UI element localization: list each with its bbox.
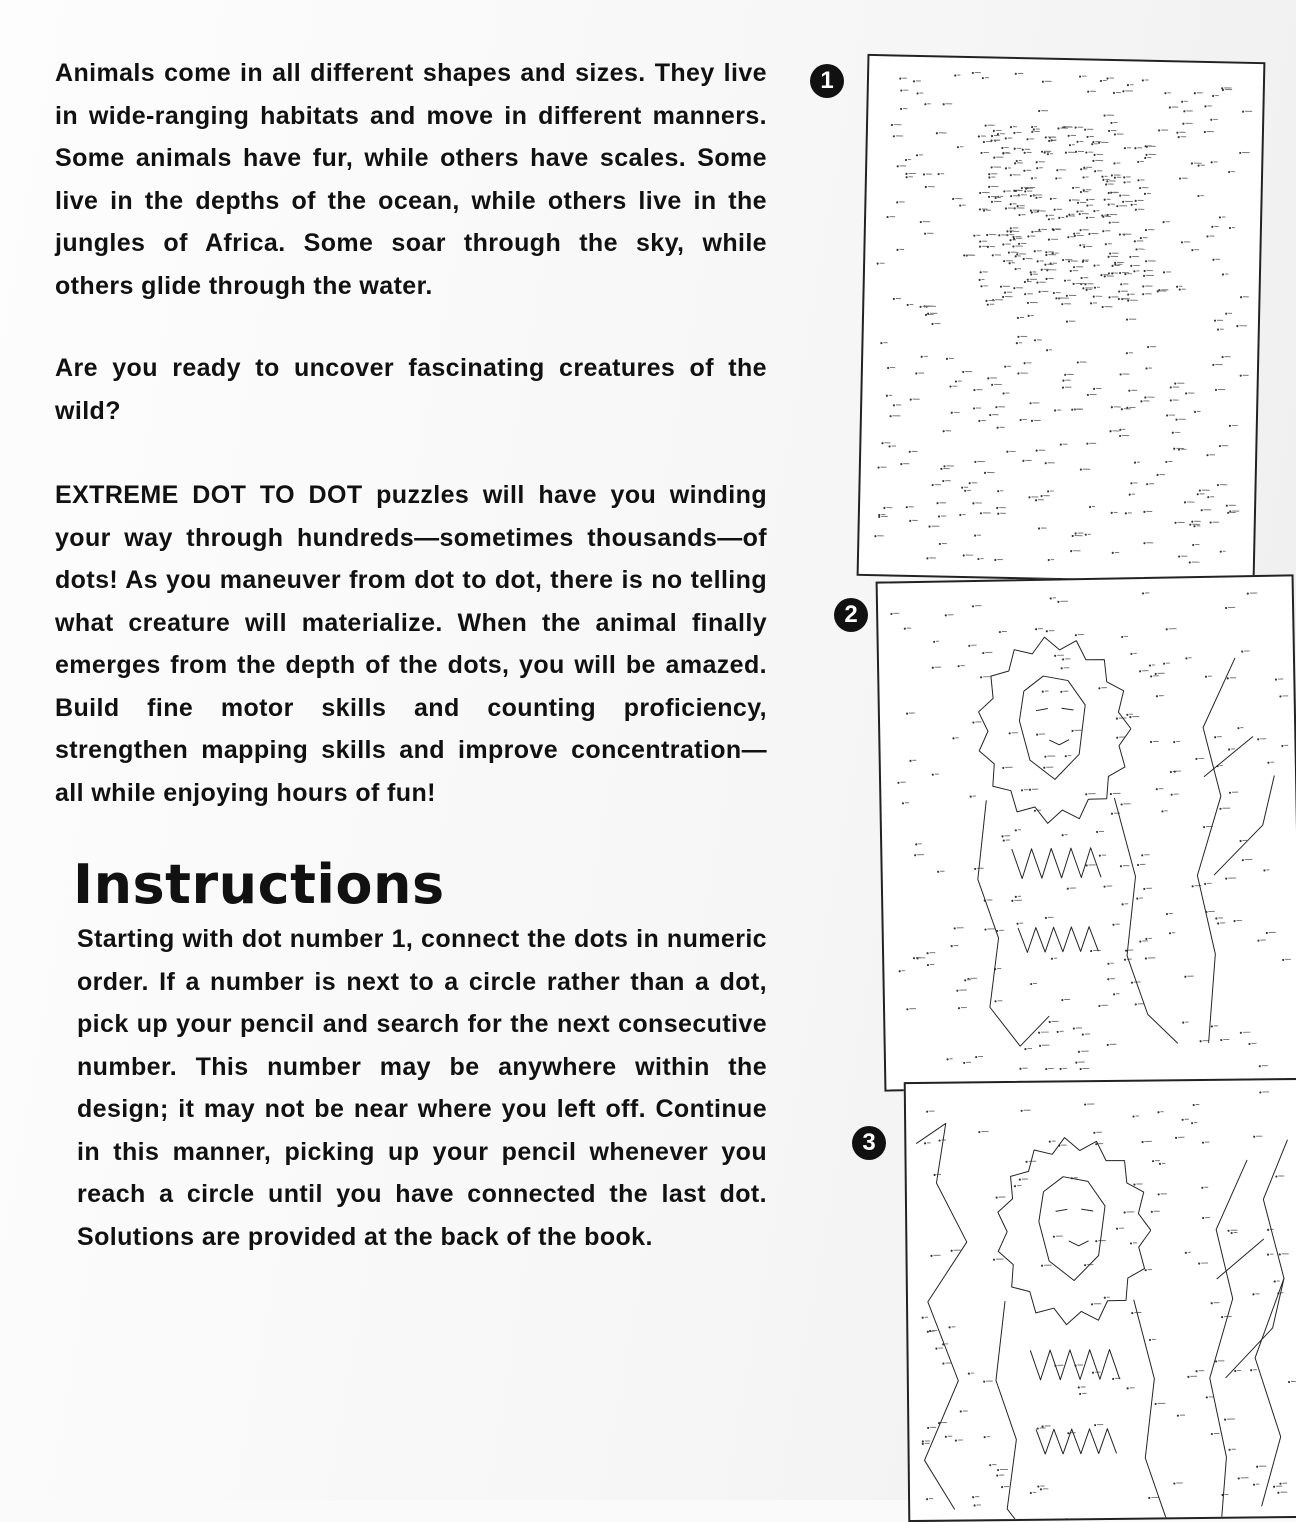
step-1-badge: 1 (810, 64, 844, 98)
intro-lead: Animals come in all different shapes and sizes. (55, 59, 646, 87)
step-3-badge: 3 (852, 1126, 886, 1160)
step-3-illustration (904, 1078, 1296, 1522)
intro-body: They live in wide-ranging habitats and move in different manners. Some animals have fur, while others have scales. Some live in the depths of the ocean, while others live in the jungles of Africa. Some soar through the sky, while others glide through the water. (55, 59, 767, 300)
lion-partial-illustration (878, 576, 1296, 1089)
question-paragraph: Are you ready to uncover fascinating creatures of the wild? (55, 354, 767, 425)
intro-paragraph (55, 52, 767, 307)
dot-grid-illustration (859, 56, 1264, 582)
description-paragraph: EXTREME DOT TO DOT puzzles will have you winding your way through hundreds—sometimes thousands—of dots! As you maneuver from dot to dot, there is no telling what creature will materialize. When the animal finally emerges from the depth of the dots, you will be amazed. Build fine motor skills and counting proficiency, strengthen mapping skills and improve concentration—all while enjoying hours of fun! (55, 481, 767, 807)
step-1-illustration (857, 54, 1266, 584)
step-2-illustration (876, 574, 1296, 1091)
instructions-paragraph: Starting with dot number 1, connect the dots in numeric order. If a number is next to a circle rather than a dot, pick up your pencil and search for the next consecutive number. This number may be anywhere within the design; it may not be near where you left off. Continue in this manner, picking up your pencil whenever you reach a circle until you have connected the last dot. Solutions are provided at the back of the book. (77, 925, 767, 1251)
step-2-badge: 2 (834, 598, 868, 632)
lion-complete-illustration (906, 1080, 1296, 1520)
instructions-heading: Instructions (73, 853, 445, 916)
text-column (55, 44, 767, 1258)
